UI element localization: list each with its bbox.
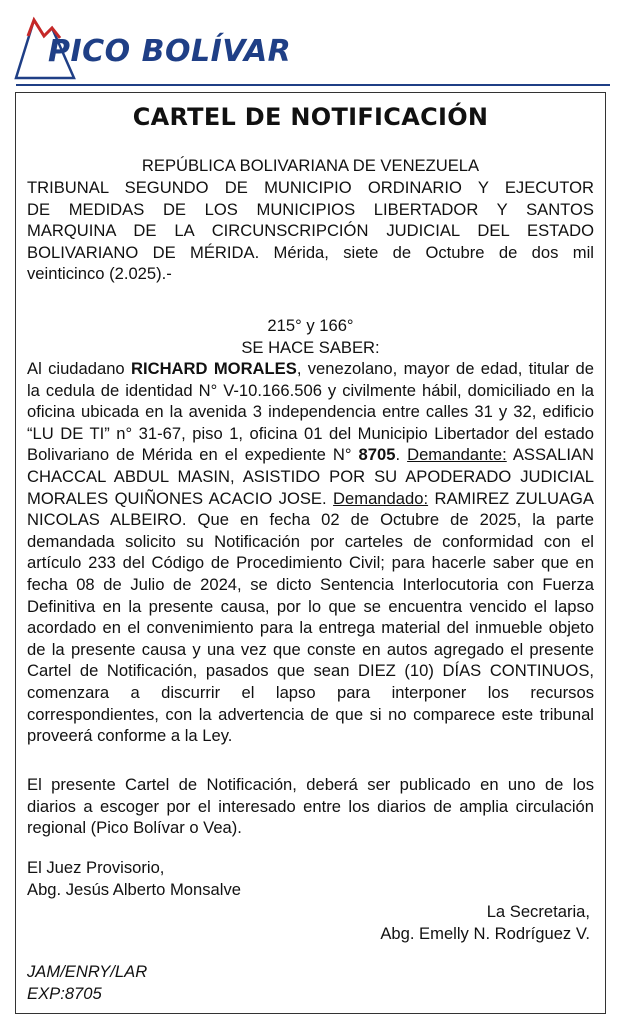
masthead (0, 0, 623, 92)
expediente-number: 8705 (358, 445, 396, 465)
header-line-3: DE MEDIDAS DE LOS MUNICIPIOS LIBERTADOR Y SANTOS (27, 199, 594, 219)
header-divider (16, 84, 610, 86)
file-references (27, 961, 147, 1004)
notice-paragraph-2: El presente Cartel de Notificación, deberá ser publicado en uno de los diarios a escoger por el interesado entre los diarios de amplia circulación regional (Pico Bolívar o Vea). (27, 775, 594, 838)
judge-signature (27, 857, 241, 900)
notice-title: CARTEL DE NOTIFICACIÓN (132, 103, 489, 131)
brand-name: PICO BOLÍVAR (48, 34, 292, 69)
demandante-label: Demandante: (407, 445, 507, 465)
secretary-title: La Secretaria, (486, 902, 590, 921)
notified-person: RICHARD MORALES (131, 359, 297, 378)
header-line-5: BOLIVARIANO DE MÉRIDA. Mérida, siete de Octubre de dos mil (27, 242, 594, 262)
p1-sep: . (395, 445, 408, 465)
demandante-text: ASSALIAN CHACCAL ABDUL MASIN, ASISTIDO POR SU APODERADO JUDICIAL MORALES QUIÑONES ACACIO JOSE. (27, 445, 594, 508)
p1-details: , venezolano, mayor de edad, titular de la cedula de identidad N° V-10.166.506 y civilmente hábil, domiciliado en la oficina ubicada en la avenida 3 independencia entre calles 31 y 32, edificio “LU DE TI” n° 31-67, piso 1, oficina 01 del Municipio Libertador del estado Bolivariano de Mérida en el expediente N° (27, 359, 594, 465)
notice-frame (15, 92, 606, 1014)
notice-paragraph-1 (27, 358, 594, 747)
court-header-block (27, 177, 594, 285)
initials: JAM/ENRY/LAR (27, 962, 148, 981)
secretary-name: Abg. Emelly N. Rodríguez V. (380, 923, 590, 943)
judge-title: El Juez Provisorio, (27, 858, 165, 877)
demandado-label: Demandado: (333, 488, 429, 508)
header-line-6: veinticinco (2.025).- (27, 264, 172, 284)
header-line-2: TRIBUNAL SEGUNDO DE MUNICIPIO ORDINARIO Y EJECUTOR (27, 178, 594, 197)
expediente-ref: EXP:8705 (27, 983, 102, 1003)
demandado-text: RAMIREZ ZULUAGA NICOLAS ALBEIRO. Que en fecha 02 de Octubre de 2025, la parte demandada solicito su Notificación por carteles de conformidad con el artículo 233 del Código de Procedimiento Civil; para hacerle saber que en fecha 08 de Julio de 2024, se dicto Sentencia Interlocutoria con Fuerza Definitiva en la presente causa, por lo que se encuentra vencido el lapso acordado en el convenimiento para la entrega material del inmueble objeto de la presente causa y una vez que conste en autos agregado el presente Cartel de Notificación, pasados que sean DIEZ (10) DÍAS CONTINUOS, comenzara a discurrir el lapso para interponer los recursos correspondientes, con la advertencia de que si no comparece este tribunal proveerá conforme a la Ley. (27, 488, 594, 746)
header-line-4: MARQUINA DE LA CIRCUNSCRIPCIÓN JUDICIAL DEL ESTADO (27, 221, 594, 241)
se-hace-saber: SE HACE SABER: (241, 337, 380, 357)
judge-name: Abg. Jesús Alberto Monsalve (27, 879, 241, 899)
header-line-1: REPÚBLICA BOLIVARIANA DE VENEZUELA (141, 156, 480, 175)
years-text: 215° y 166° (267, 316, 354, 335)
court-header (27, 155, 594, 177)
p1-intro: Al ciudadano (27, 359, 131, 378)
years-line (27, 315, 594, 358)
secretary-signature (380, 901, 590, 944)
